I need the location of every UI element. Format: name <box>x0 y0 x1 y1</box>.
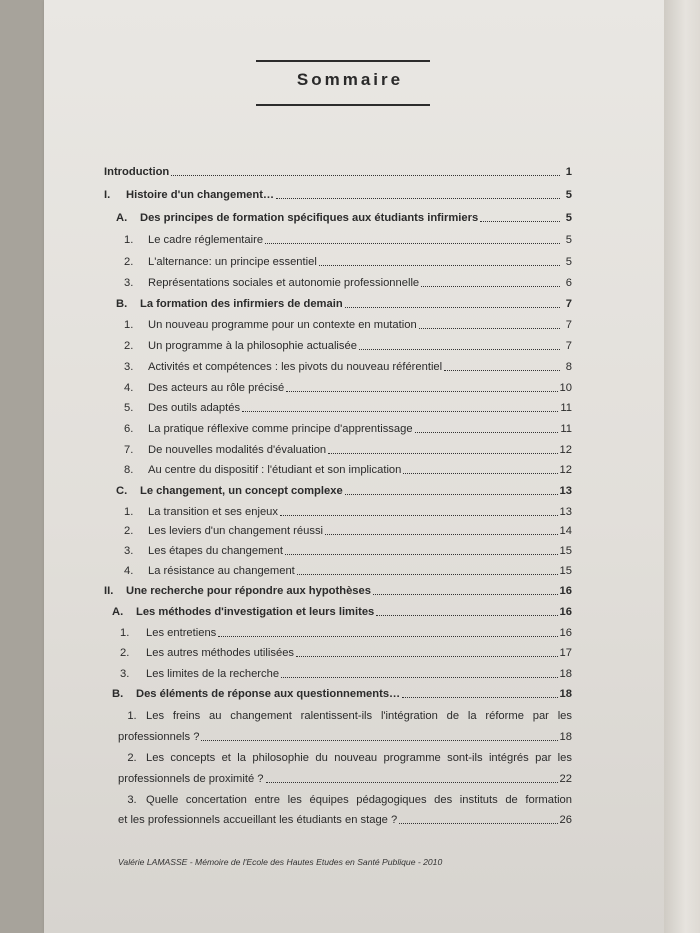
toc-number: A. <box>112 606 124 618</box>
toc-label: Introduction <box>104 166 170 178</box>
toc-number: A. <box>116 212 128 224</box>
toc-label: Des principes de formation spécifiques aux étudiants infirmiers <box>140 212 479 224</box>
toc-entry-1b3 <box>124 357 572 374</box>
toc-label: Activités et compétences : les pivots du nouveau référentiel <box>148 361 443 373</box>
toc-leader <box>280 515 558 516</box>
toc-entry-2b2 <box>118 748 572 765</box>
toc-entry-2b2-cont <box>118 769 572 786</box>
toc-page: 11 <box>560 423 572 435</box>
toc-label: Au centre du dispositif : l'étudiant et son implication <box>148 464 402 476</box>
toc-entry-2a3 <box>120 664 572 681</box>
toc-number: 4. <box>124 382 134 394</box>
toc-number: 3. <box>127 794 137 806</box>
toc-page: 18 <box>559 731 572 743</box>
toc-page: 22 <box>559 773 572 785</box>
toc-entry-2a <box>112 602 572 619</box>
toc-leader <box>399 823 557 824</box>
toc-entry-1b5 <box>124 398 572 415</box>
toc-leader <box>281 677 557 678</box>
toc-label: Une recherche pour répondre aux hypothèses <box>126 585 371 597</box>
toc-entry-1c2 <box>124 521 572 538</box>
toc-leader <box>325 534 558 535</box>
toc-page: 5 <box>565 256 572 268</box>
toc-entry-2b1 <box>118 706 572 723</box>
toc-leader <box>376 615 557 616</box>
toc-entry-1c4 <box>124 561 572 578</box>
toc-number: 3. <box>124 361 134 373</box>
toc-leader <box>218 636 557 637</box>
toc-entry-introduction <box>104 162 572 179</box>
toc-label: Les freins au changement ralentissent-ils l'intégration de la réforme par les <box>146 710 572 722</box>
toc-leader <box>421 286 560 287</box>
toc-number: 1. <box>124 319 134 331</box>
toc-entry-1b2 <box>124 336 572 353</box>
toc-leader <box>402 697 557 698</box>
toc-label: et les professionnels accueillant les étudiants en stage ? <box>118 814 398 826</box>
toc-entry-1c3 <box>124 541 572 558</box>
toc-label: Le cadre réglementaire <box>148 234 264 246</box>
toc-leader <box>265 243 560 244</box>
toc-number: 2. <box>124 340 134 352</box>
toc-label: Les étapes du changement <box>148 545 283 557</box>
toc-leader <box>345 494 558 495</box>
toc-page: 6 <box>565 277 572 289</box>
toc-number: II. <box>104 585 114 597</box>
toc-entry-1a1 <box>124 230 572 247</box>
toc-leader <box>359 349 560 350</box>
toc-label: Les entretiens <box>146 627 217 639</box>
toc-label: Les autres méthodes utilisées <box>146 647 295 659</box>
toc-number: 1. <box>124 506 134 518</box>
toc-page: 26 <box>559 814 572 826</box>
toc-page: 16 <box>559 585 572 597</box>
toc-leader <box>328 453 557 454</box>
toc-page: 7 <box>565 340 572 352</box>
toc-page: 8 <box>565 361 572 373</box>
title-rule-top <box>256 60 430 62</box>
toc-entry-1a3 <box>124 273 572 290</box>
toc-entry-2b1-cont <box>118 727 572 744</box>
toc-page: 13 <box>559 485 572 497</box>
toc-page: 12 <box>559 444 572 456</box>
toc-entry-2a2 <box>120 643 572 660</box>
page-footer: Valérie LAMASSE - Mémoire de l'Ecole des Hautes Etudes en Santé Publique - 2010 <box>118 857 443 867</box>
toc-page: 15 <box>559 545 572 557</box>
toc-leader <box>345 307 560 308</box>
toc-page: 13 <box>559 506 572 518</box>
toc-label: La pratique réflexive comme principe d'apprentissage <box>148 423 413 435</box>
toc-number: 3. <box>120 668 130 680</box>
toc-entry-2b <box>112 684 572 701</box>
toc-page: 18 <box>559 688 572 700</box>
toc-label: Des outils adaptés <box>148 402 241 414</box>
toc-entry-2a1 <box>120 623 572 640</box>
toc-label: L'alternance: un principe essentiel <box>148 256 317 268</box>
toc-page: 15 <box>559 565 572 577</box>
toc-number: B. <box>112 688 124 700</box>
toc-page: 16 <box>559 606 572 618</box>
toc-page: 16 <box>559 627 572 639</box>
toc-entry-1b7 <box>124 440 572 457</box>
toc-number: I. <box>104 189 111 201</box>
toc-label: professionnels de proximité ? <box>118 773 264 785</box>
toc-leader <box>297 574 558 575</box>
toc-entry-2b3 <box>118 790 572 807</box>
toc-label: Les leviers d'un changement réussi <box>148 525 324 537</box>
toc-page: 1 <box>565 166 572 178</box>
toc-number: 1. <box>127 710 137 722</box>
toc-leader <box>419 328 560 329</box>
toc-label: Un programme à la philosophie actualisée <box>148 340 357 352</box>
toc-leader <box>480 221 560 222</box>
toc-leader <box>373 594 558 595</box>
toc-page: 5 <box>565 189 572 201</box>
toc-page: 5 <box>565 234 572 246</box>
toc-label: La formation des infirmiers de demain <box>140 298 343 310</box>
toc-entry-part-2 <box>104 581 572 598</box>
toc-page: 14 <box>559 525 572 537</box>
toc-label: La transition et ses enjeux <box>148 506 278 518</box>
toc-leader <box>444 370 560 371</box>
toc-entry-1b8 <box>124 460 572 477</box>
toc-number: B. <box>116 298 128 310</box>
toc-number: 3. <box>124 277 134 289</box>
toc-label: Le changement, un concept complexe <box>140 485 343 497</box>
toc-leader <box>403 473 557 474</box>
toc-entry-1a2 <box>124 252 572 269</box>
toc-number: 5. <box>124 402 134 414</box>
toc-number: 2. <box>124 525 134 537</box>
toc-number: 2. <box>127 752 137 764</box>
toc-entry-2b3-cont <box>118 810 572 827</box>
toc-page: 18 <box>559 668 572 680</box>
toc-entry-1b6 <box>124 419 572 436</box>
toc-number: 2. <box>124 256 134 268</box>
toc-page: 7 <box>565 319 572 331</box>
toc-label: De nouvelles modalités d'évaluation <box>148 444 327 456</box>
toc-leader <box>285 554 558 555</box>
toc-label: Histoire d'un changement… <box>126 189 275 201</box>
toc-leader <box>266 782 558 783</box>
toc-label: Les méthodes d'investigation et leurs limites <box>136 606 375 618</box>
toc-number: 6. <box>124 423 134 435</box>
toc-label: Des acteurs au rôle précisé <box>148 382 285 394</box>
toc-number: 1. <box>120 627 130 639</box>
toc-page: 11 <box>560 402 572 414</box>
toc-page: 5 <box>565 212 572 224</box>
toc-label: Les concepts et la philosophie du nouveau programme sont-ils intégrés par les <box>146 752 572 764</box>
toc-leader <box>415 432 559 433</box>
toc-label: Quelle concertation entre les équipes pédagogiques des instituts de formation <box>146 794 572 806</box>
toc-page: 7 <box>565 298 572 310</box>
toc-leader <box>171 175 560 176</box>
toc-leader <box>242 411 558 412</box>
toc-entry-1b1 <box>124 315 572 332</box>
toc-entry-1c <box>116 481 572 498</box>
toc-entry-1b4 <box>124 378 572 395</box>
title-rule-bottom <box>256 104 430 106</box>
toc-number: 8. <box>124 464 134 476</box>
toc-leader <box>319 265 560 266</box>
toc-number: 3. <box>124 545 134 557</box>
toc-label: professionnels ? <box>118 731 200 743</box>
toc-leader <box>296 656 558 657</box>
toc-label: Les limites de la recherche <box>146 668 280 680</box>
toc-number: 2. <box>120 647 130 659</box>
toc-entry-1c1 <box>124 502 572 519</box>
toc-entry-1b <box>116 294 572 311</box>
page-title: Sommaire <box>296 70 404 89</box>
toc-label: Des éléments de réponse aux questionnements… <box>136 688 401 700</box>
toc-label: Un nouveau programme pour un contexte en mutation <box>148 319 417 331</box>
toc-number: 7. <box>124 444 134 456</box>
toc-number: 1. <box>124 234 134 246</box>
toc-page: 12 <box>559 464 572 476</box>
toc-page: 17 <box>559 647 572 659</box>
toc-entry-part-1 <box>104 185 572 202</box>
toc-number: 4. <box>124 565 134 577</box>
toc-label: La résistance au changement <box>148 565 295 577</box>
toc-leader <box>286 391 557 392</box>
toc-entry-1a <box>116 208 572 225</box>
toc-label: Représentations sociales et autonomie professionnelle <box>148 277 420 289</box>
toc-leader <box>201 740 557 741</box>
toc-page: 10 <box>559 382 572 394</box>
page-edge <box>664 0 700 933</box>
toc-leader <box>276 198 560 199</box>
toc-number: C. <box>116 485 128 497</box>
